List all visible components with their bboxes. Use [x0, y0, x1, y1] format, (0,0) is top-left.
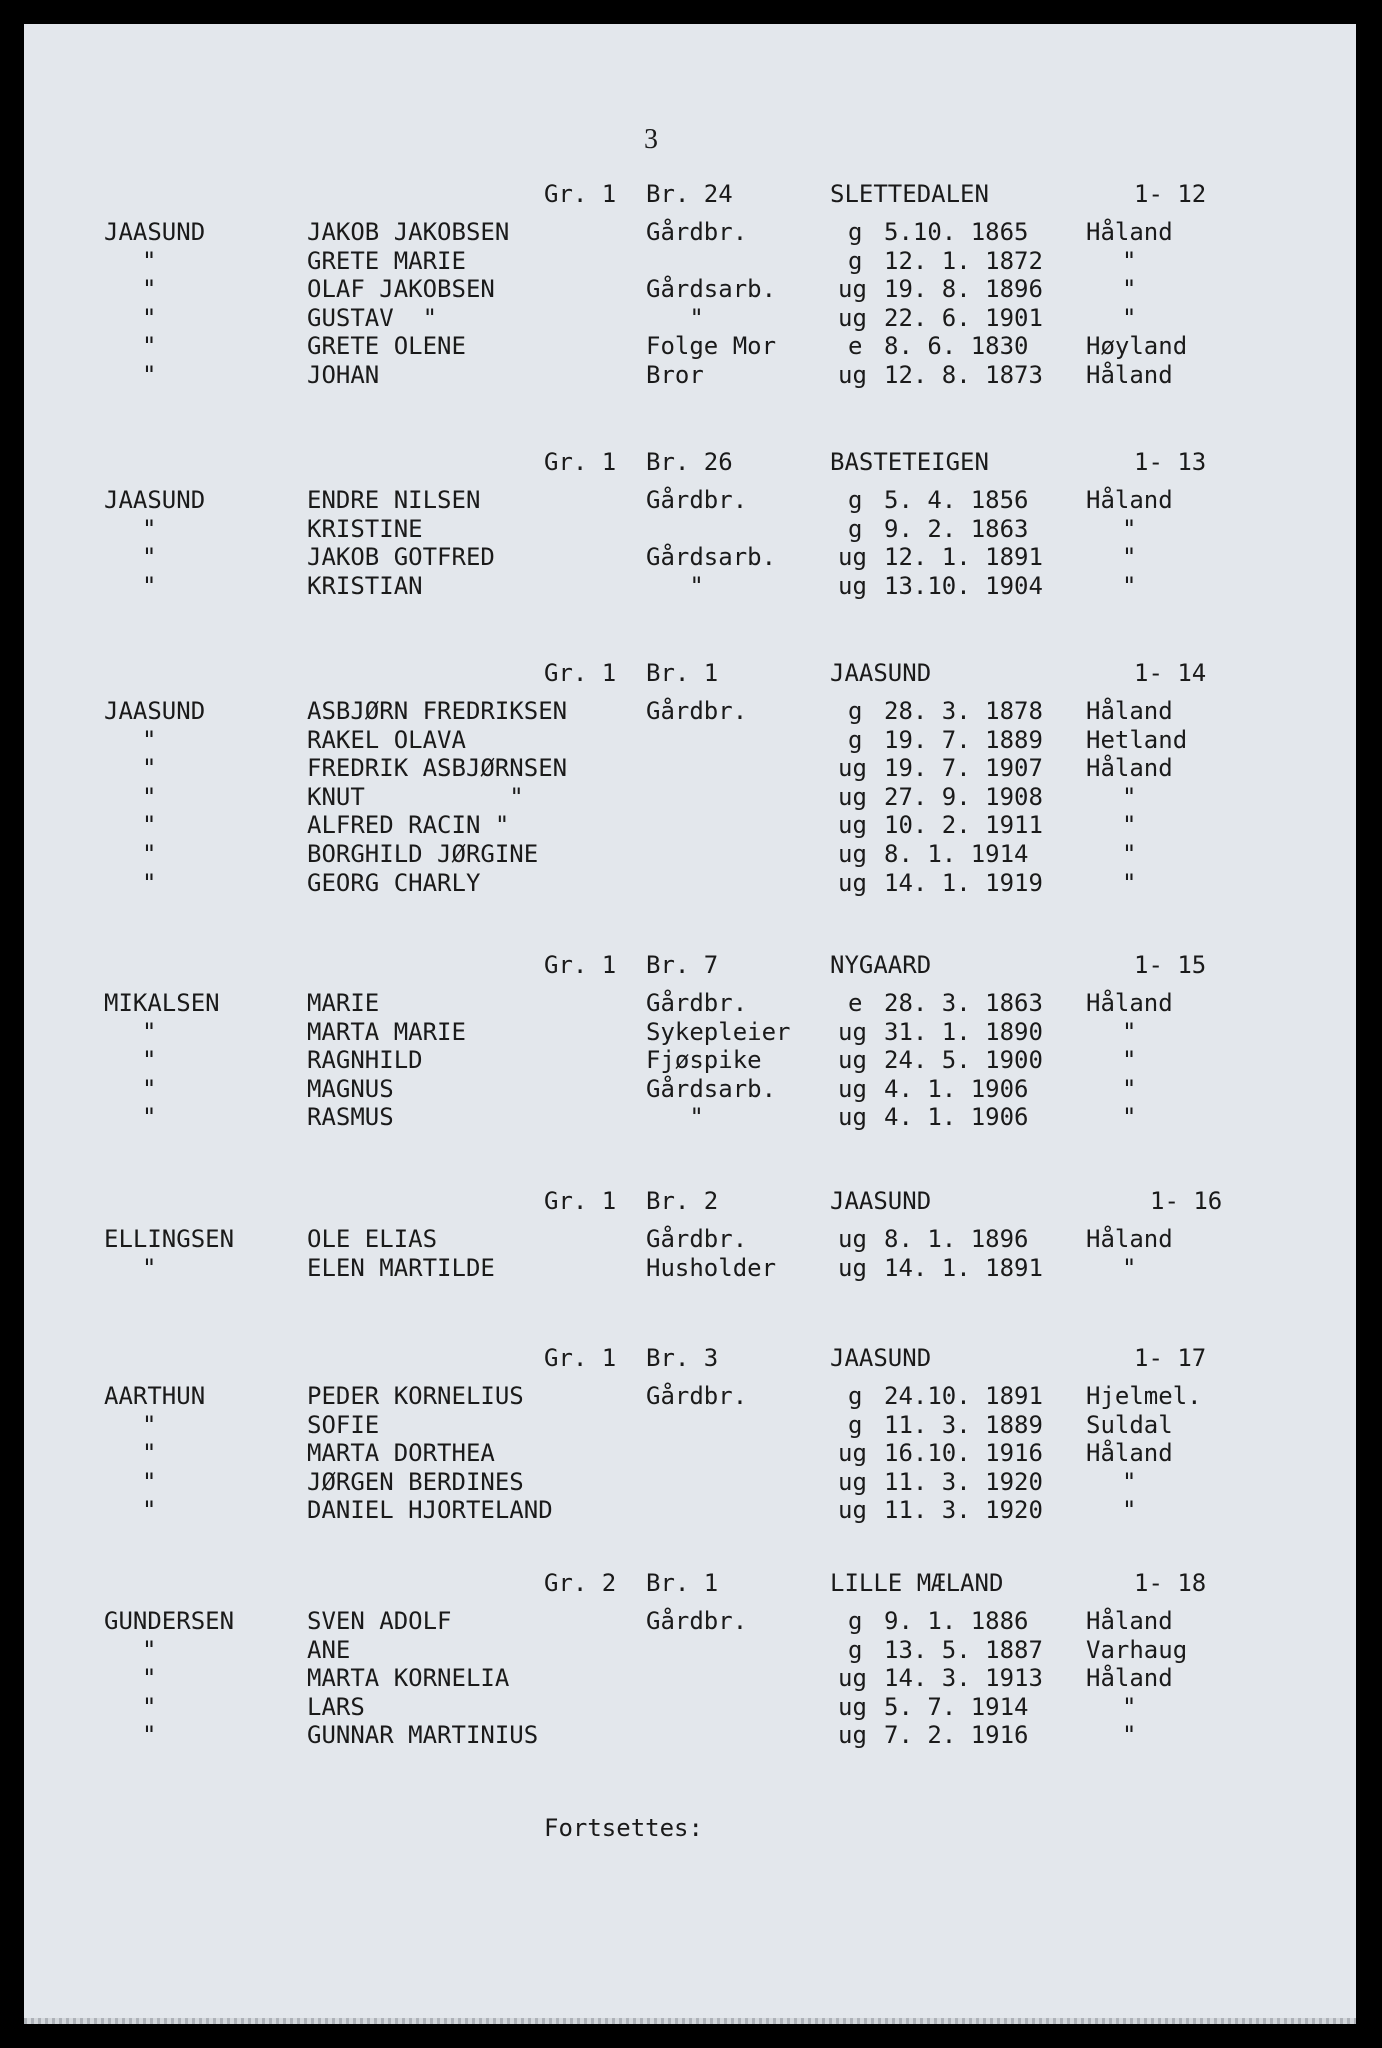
section-code: 1- 16 [1150, 1187, 1223, 1215]
given-name: MAGNUS [307, 1074, 394, 1103]
birth-date: 8. 6. 1830 [884, 332, 1029, 361]
birth-date: 7. 2. 1916 [884, 1721, 1029, 1750]
marital-status: ug [838, 782, 867, 811]
person-row [24, 1439, 1356, 1467]
section-br: Br. 26 [646, 448, 733, 476]
marital-status: ug [838, 1721, 867, 1750]
given-name: PEDER KORNELIUS [307, 1382, 524, 1410]
surname: " [142, 1253, 157, 1282]
given-name: GRETE OLENE [307, 332, 466, 361]
birthplace: " [1122, 1103, 1137, 1132]
birthplace: Varhaug [1086, 1635, 1188, 1664]
marital-status: g [848, 218, 863, 246]
given-name: SVEN ADOLF [307, 1607, 452, 1635]
surname: " [142, 246, 157, 275]
section-br: Br. 3 [646, 1344, 719, 1372]
surname: " [142, 1046, 157, 1075]
marital-status: g [848, 697, 863, 725]
surname: GUNDERSEN [104, 1607, 235, 1635]
occupation: Gårdbr. [646, 989, 748, 1017]
marital-status: g [848, 246, 863, 275]
birth-date: 22. 6. 1901 [884, 303, 1043, 332]
surname: " [142, 840, 157, 868]
surname: " [142, 1467, 157, 1496]
surname: ELLINGSEN [104, 1225, 235, 1253]
given-name: ENDRE NILSEN [307, 486, 481, 514]
surname: " [142, 275, 157, 304]
birthplace: " [1122, 1074, 1137, 1103]
surname: " [142, 571, 157, 600]
birth-date: 24. 5. 1900 [884, 1046, 1043, 1075]
person-row [24, 1018, 1356, 1046]
given-name: JAKOB JAKOBSEN [307, 218, 510, 246]
marital-status: g [848, 486, 863, 514]
person-row [24, 754, 1356, 782]
surname: " [142, 1410, 157, 1439]
occupation: Sykepleier [646, 1017, 791, 1046]
section-code: 1- 14 [1134, 659, 1207, 687]
surname: " [142, 543, 157, 572]
section-header [24, 659, 1356, 691]
marital-status: g [848, 1607, 863, 1635]
birth-date: 14. 1. 1891 [884, 1253, 1043, 1282]
occupation: Gårdbr. [646, 1225, 748, 1253]
birth-date: 19. 8. 1896 [884, 275, 1043, 304]
birth-date: 28. 3. 1863 [884, 989, 1043, 1017]
birth-date: 19. 7. 1889 [884, 725, 1043, 754]
given-name: KRISTINE [307, 514, 423, 543]
surname: " [142, 1692, 157, 1721]
section-gr: Gr. 1 [544, 1187, 617, 1215]
birth-date: 27. 9. 1908 [884, 782, 1043, 811]
birthplace: " [1122, 1692, 1137, 1721]
section-header [24, 180, 1356, 212]
section-br: Br. 1 [646, 1569, 719, 1597]
given-name: GRETE MARIE [307, 246, 466, 275]
surname: " [142, 782, 157, 811]
given-name: JAKOB GOTFRED [307, 543, 495, 572]
section-code: 1- 15 [1134, 951, 1207, 979]
section-code: 1- 12 [1134, 180, 1207, 208]
marital-status: ug [838, 840, 867, 868]
person-row [24, 840, 1356, 868]
person-row [24, 247, 1356, 275]
given-name: MARTA DORTHEA [307, 1439, 495, 1468]
occupation: Gårdbr. [646, 697, 748, 725]
given-name: ALFRED RACIN " [307, 811, 510, 840]
person-row [24, 1225, 1356, 1253]
given-name: MARTA KORNELIA [307, 1664, 510, 1693]
section-code: 1- 18 [1134, 1569, 1207, 1597]
occupation: Folge Mor [646, 332, 777, 361]
birthplace: Håland [1086, 989, 1173, 1017]
surname: " [142, 725, 157, 754]
given-name: BORGHILD JØRGINE [307, 840, 539, 868]
marital-status: e [848, 332, 863, 361]
birth-date: 14. 1. 1919 [884, 868, 1043, 897]
marital-status: g [848, 1410, 863, 1439]
continued-note: Fortsettes: [544, 1814, 703, 1842]
occupation: " [646, 303, 704, 332]
given-name: KNUT " [307, 782, 524, 811]
given-name: RAGNHILD [307, 1046, 423, 1075]
birthplace: " [1122, 1467, 1137, 1496]
birth-date: 12. 1. 1872 [884, 246, 1043, 275]
surname: " [142, 514, 157, 543]
birthplace: Hetland [1086, 725, 1188, 754]
birth-date: 4. 1. 1906 [884, 1074, 1029, 1103]
marital-status: ug [838, 1103, 867, 1132]
section-place: JAASUND [830, 659, 932, 687]
birthplace: " [1122, 514, 1137, 543]
section-header [24, 1569, 1356, 1601]
person-row [24, 1254, 1356, 1282]
person-row [24, 332, 1356, 360]
marital-status: ug [838, 1664, 867, 1693]
person-row [24, 1411, 1356, 1439]
surname: " [142, 1103, 157, 1132]
person-row [24, 218, 1356, 246]
marital-status: g [848, 725, 863, 754]
given-name: GUSTAV " [307, 303, 438, 332]
given-name: OLAF JAKOBSEN [307, 275, 495, 304]
page-number: 3 [644, 124, 658, 155]
occupation: Gårdbr. [646, 1607, 748, 1635]
person-row [24, 1046, 1356, 1074]
person-row [24, 304, 1356, 332]
surname: " [142, 754, 157, 783]
section-gr: Gr. 1 [544, 951, 617, 979]
marital-status: ug [838, 811, 867, 840]
birth-date: 4. 1. 1906 [884, 1103, 1029, 1132]
birth-date: 8. 1. 1914 [884, 840, 1029, 868]
marital-status: g [848, 514, 863, 543]
section-header [24, 1187, 1356, 1219]
birth-date: 10. 2. 1911 [884, 811, 1043, 840]
marital-status: ug [838, 275, 867, 304]
occupation: Gårdsarb. [646, 543, 777, 572]
person-row [24, 989, 1356, 1017]
marital-status: ug [838, 1046, 867, 1075]
section-place: NYGAARD [830, 951, 932, 979]
birth-date: 5. 7. 1914 [884, 1692, 1029, 1721]
marital-status: ug [838, 571, 867, 600]
occupation: " [646, 1103, 704, 1132]
person-row [24, 726, 1356, 754]
marital-status: ug [838, 361, 867, 389]
birth-date: 12. 8. 1873 [884, 361, 1043, 389]
surname: " [142, 1074, 157, 1103]
marital-status: ug [838, 303, 867, 332]
birthplace: Håland [1086, 486, 1173, 514]
section-place: JAASUND [830, 1344, 932, 1372]
person-row [24, 1382, 1356, 1410]
person-row [24, 1693, 1356, 1721]
occupation: Bror [646, 361, 704, 389]
marital-status: ug [838, 1692, 867, 1721]
scan-edge [24, 2018, 1356, 2024]
marital-status: ug [838, 1467, 867, 1496]
birthplace: Håland [1086, 754, 1173, 783]
surname: " [142, 1721, 157, 1750]
surname: " [142, 1017, 157, 1046]
given-name: MARIE [307, 989, 380, 1017]
section-header [24, 448, 1356, 480]
given-name: GUNNAR MARTINIUS [307, 1721, 539, 1750]
surname: JAASUND [104, 697, 206, 725]
birthplace: " [1122, 571, 1137, 600]
birthplace: Høyland [1086, 332, 1188, 361]
birthplace: " [1122, 811, 1137, 840]
surname: " [142, 1635, 157, 1664]
occupation: Gårdbr. [646, 218, 748, 246]
occupation: Gårdbr. [646, 486, 748, 514]
occupation: Gårdsarb. [646, 275, 777, 304]
person-row [24, 1075, 1356, 1103]
surname: AARTHUN [104, 1382, 206, 1410]
marital-status: ug [838, 1225, 867, 1253]
birthplace: " [1122, 303, 1137, 332]
person-row [24, 1468, 1356, 1496]
surname: " [142, 361, 157, 389]
section-br: Br. 7 [646, 951, 719, 979]
given-name: KRISTIAN [307, 571, 423, 600]
person-row [24, 543, 1356, 571]
surname: JAASUND [104, 218, 206, 246]
birthplace: Suldal [1086, 1410, 1173, 1439]
birthplace: " [1122, 1253, 1137, 1282]
birth-date: 11. 3. 1889 [884, 1410, 1043, 1439]
birthplace: Håland [1086, 1664, 1173, 1693]
birthplace: " [1122, 840, 1137, 868]
birth-date: 11. 3. 1920 [884, 1467, 1043, 1496]
section-gr: Gr. 1 [544, 1344, 617, 1372]
given-name: RASMUS [307, 1103, 394, 1132]
person-row [24, 1607, 1356, 1635]
birthplace: " [1122, 275, 1137, 304]
section-gr: Gr. 2 [544, 1569, 617, 1597]
birth-date: 11. 3. 1920 [884, 1496, 1043, 1525]
section-header [24, 1344, 1356, 1376]
section-place: SLETTEDALEN [830, 180, 989, 208]
birth-date: 9. 1. 1886 [884, 1607, 1029, 1635]
marital-status: ug [838, 754, 867, 783]
birthplace: Håland [1086, 218, 1173, 246]
given-name: DANIEL HJORTELAND [307, 1496, 553, 1525]
birthplace: Håland [1086, 361, 1173, 389]
given-name: GEORG CHARLY [307, 868, 481, 897]
birthplace: Håland [1086, 1607, 1173, 1635]
given-name: MARTA MARIE [307, 1017, 466, 1046]
person-row [24, 572, 1356, 600]
given-name: JOHAN [307, 361, 380, 389]
birth-date: 5.10. 1865 [884, 218, 1029, 246]
birthplace: " [1122, 1046, 1137, 1075]
section-place: BASTETEIGEN [830, 448, 989, 476]
surname: " [142, 332, 157, 361]
marital-status: g [848, 1635, 863, 1664]
section-code: 1- 13 [1134, 448, 1207, 476]
surname: " [142, 303, 157, 332]
birthplace: " [1122, 1496, 1137, 1525]
occupation: Husholder [646, 1253, 777, 1282]
surname: " [142, 1496, 157, 1525]
birthplace: " [1122, 543, 1137, 572]
section-code: 1- 17 [1134, 1344, 1207, 1372]
section-gr: Gr. 1 [544, 659, 617, 687]
given-name: SOFIE [307, 1410, 380, 1439]
birthplace: Håland [1086, 697, 1173, 725]
person-row [24, 275, 1356, 303]
marital-status: ug [838, 868, 867, 897]
section-place: JAASUND [830, 1187, 932, 1215]
birth-date: 19. 7. 1907 [884, 754, 1043, 783]
marital-status: g [848, 1382, 863, 1410]
occupation: " [646, 571, 704, 600]
birth-date: 8. 1. 1896 [884, 1225, 1029, 1253]
occupation: Gårdsarb. [646, 1074, 777, 1103]
person-row [24, 1721, 1356, 1749]
surname: " [142, 1439, 157, 1468]
surname: " [142, 868, 157, 897]
person-row [24, 486, 1356, 514]
birthplace: " [1122, 782, 1137, 811]
birth-date: 16.10. 1916 [884, 1439, 1043, 1468]
section-header [24, 951, 1356, 983]
section-br: Br. 2 [646, 1187, 719, 1215]
section-gr: Gr. 1 [544, 180, 617, 208]
person-row [24, 1636, 1356, 1664]
section-place: LILLE MÆLAND [830, 1569, 1004, 1597]
birthplace: " [1122, 1721, 1137, 1750]
document-page [24, 24, 1356, 2024]
marital-status: ug [838, 543, 867, 572]
birthplace: Håland [1086, 1439, 1173, 1468]
person-row [24, 783, 1356, 811]
surname: MIKALSEN [104, 989, 220, 1017]
person-row [24, 361, 1356, 389]
occupation: Fjøspike [646, 1046, 762, 1075]
given-name: JØRGEN BERDINES [307, 1467, 524, 1496]
given-name: ELEN MARTILDE [307, 1253, 495, 1282]
birth-date: 24.10. 1891 [884, 1382, 1043, 1410]
section-br: Br. 1 [646, 659, 719, 687]
person-row [24, 1103, 1356, 1131]
marital-status: ug [838, 1439, 867, 1468]
marital-status: ug [838, 1017, 867, 1046]
birth-date: 5. 4. 1856 [884, 486, 1029, 514]
birthplace: Hjelmel. [1086, 1382, 1202, 1410]
birth-date: 31. 1. 1890 [884, 1017, 1043, 1046]
given-name: ASBJØRN FREDRIKSEN [307, 697, 568, 725]
birth-date: 13. 5. 1887 [884, 1635, 1043, 1664]
surname: " [142, 811, 157, 840]
marital-status: e [848, 989, 863, 1017]
surname: JAASUND [104, 486, 206, 514]
given-name: LARS [307, 1692, 365, 1721]
given-name: RAKEL OLAVA [307, 725, 466, 754]
birth-date: 13.10. 1904 [884, 571, 1043, 600]
person-row [24, 1496, 1356, 1524]
occupation: Gårdbr. [646, 1382, 748, 1410]
birthplace: " [1122, 246, 1137, 275]
birth-date: 12. 1. 1891 [884, 543, 1043, 572]
section-gr: Gr. 1 [544, 448, 617, 476]
person-row [24, 1664, 1356, 1692]
surname: " [142, 1664, 157, 1693]
section-br: Br. 24 [646, 180, 733, 208]
birthplace: " [1122, 868, 1137, 897]
birth-date: 14. 3. 1913 [884, 1664, 1043, 1693]
birth-date: 28. 3. 1878 [884, 697, 1043, 725]
person-row [24, 869, 1356, 897]
birthplace: " [1122, 1017, 1137, 1046]
person-row [24, 811, 1356, 839]
birth-date: 9. 2. 1863 [884, 514, 1029, 543]
marital-status: ug [838, 1496, 867, 1525]
birthplace: Håland [1086, 1225, 1173, 1253]
given-name: FREDRIK ASBJØRNSEN [307, 754, 568, 783]
person-row [24, 515, 1356, 543]
marital-status: ug [838, 1074, 867, 1103]
person-row [24, 697, 1356, 725]
given-name: OLE ELIAS [307, 1225, 438, 1253]
given-name: ANE [307, 1635, 351, 1664]
marital-status: ug [838, 1253, 867, 1282]
